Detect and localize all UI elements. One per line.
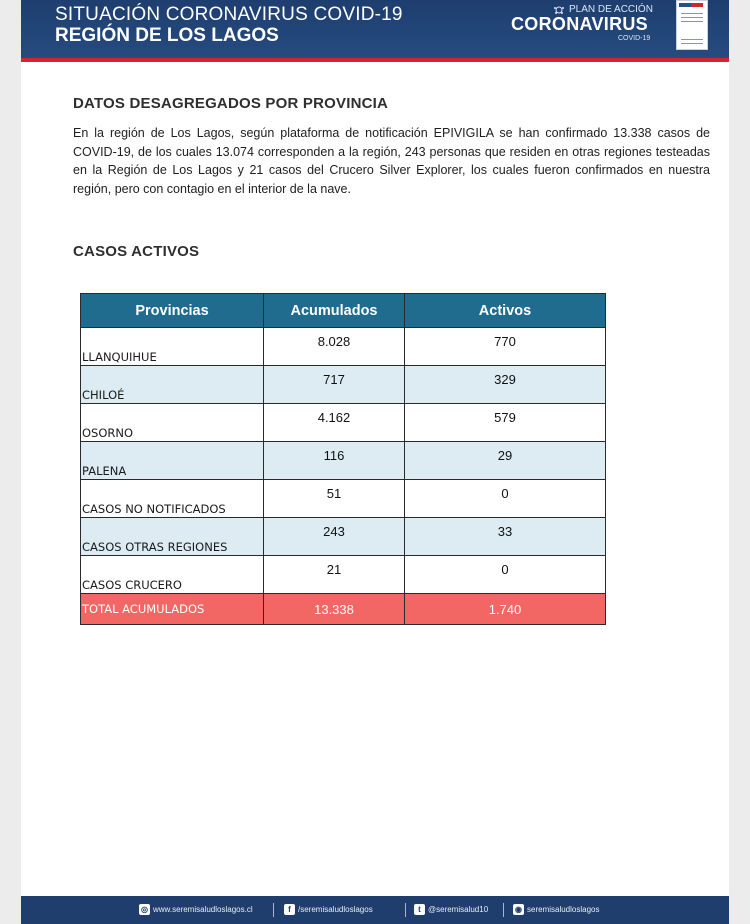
table-total-row <box>81 594 606 625</box>
table-row <box>81 328 606 366</box>
row-name: CHILOÉ <box>81 366 264 404</box>
header-banner <box>21 0 729 58</box>
footer-divider <box>273 903 274 917</box>
row-activos: 0 <box>405 480 606 518</box>
footer-divider <box>503 903 504 917</box>
table-row <box>81 480 606 518</box>
section-title-provincias: DATOS DESAGREGADOS POR PROVINCIA <box>73 95 389 112</box>
row-name: PALENA <box>81 442 264 480</box>
row-name: OSORNO <box>81 404 264 442</box>
row-name: LLANQUIHUE <box>81 328 264 366</box>
row-acumulados: 116 <box>264 442 405 480</box>
table-header-row <box>81 294 606 328</box>
row-activos: 579 <box>405 404 606 442</box>
coronavirus-logo-text: CORONAVIRUS <box>511 14 648 34</box>
row-acumulados: 8.028 <box>264 328 405 366</box>
header-acumulados: Acumulados <box>264 294 405 328</box>
total-name: TOTAL ACUMULADOS <box>81 594 264 625</box>
row-activos: 0 <box>405 556 606 594</box>
row-acumulados: 717 <box>264 366 405 404</box>
table-row <box>81 442 606 480</box>
footer-bar <box>21 896 729 924</box>
section-title-casos-activos: CASOS ACTIVOS <box>73 243 200 260</box>
document-page <box>21 0 729 924</box>
logo-top-text: PLAN DE ACCIÓN <box>569 4 653 15</box>
row-acumulados: 4.162 <box>264 404 405 442</box>
footer-instagram[interactable] <box>513 904 599 915</box>
footer-twitter-text: @seremisalud10 <box>428 905 489 914</box>
row-acumulados: 51 <box>264 480 405 518</box>
globe-icon: ◎ <box>139 904 150 915</box>
instagram-icon: ◉ <box>513 904 524 915</box>
row-activos: 770 <box>405 328 606 366</box>
row-acumulados: 243 <box>264 518 405 556</box>
virus-icon <box>553 5 565 15</box>
twitter-icon: t <box>414 904 425 915</box>
footer-web-text: www.seremisaludloslagos.cl <box>153 905 253 914</box>
header-activos: Activos <box>405 294 606 328</box>
cases-table <box>80 293 606 625</box>
row-activos: 329 <box>405 366 606 404</box>
footer-twitter[interactable] <box>414 904 488 915</box>
total-activos: 1.740 <box>405 594 606 625</box>
total-acumulados: 13.338 <box>264 594 405 625</box>
row-acumulados: 21 <box>264 556 405 594</box>
footer-facebook[interactable] <box>284 904 373 915</box>
government-logo <box>676 0 708 50</box>
summary-paragraph: En la región de Los Lagos, según plataforma de notificación EPIVIGILA se han confirmado 13.338 casos de COVID-19, de los cuales 13.074 corresponden a la región, 243 personas que residen en otras regiones testeadas en la Región de Los Lagos y 21 casos del Crucero Silver Explorer, los cuales fueron confirmados en nuestra región, pero con contagio en el interior de la nave. <box>73 126 710 196</box>
table-row <box>81 404 606 442</box>
facebook-icon: f <box>284 904 295 915</box>
footer-instagram-text: seremisaludloslagos <box>527 905 600 914</box>
header-red-stripe <box>21 58 729 62</box>
row-activos: 29 <box>405 442 606 480</box>
table-row <box>81 518 606 556</box>
table-row <box>81 366 606 404</box>
row-name: CASOS OTRAS REGIONES <box>81 518 264 556</box>
header-title-line1: SITUACIÓN CORONAVIRUS COVID-19 <box>55 4 403 25</box>
header-title-line2: REGIÓN DE LOS LAGOS <box>55 25 279 46</box>
footer-divider <box>405 903 406 917</box>
table-row <box>81 556 606 594</box>
row-name: CASOS CRUCERO <box>81 556 264 594</box>
footer-facebook-text: /seremisaludloslagos <box>298 905 373 914</box>
logo-subtext: COVID-19 <box>618 35 651 42</box>
row-activos: 33 <box>405 518 606 556</box>
header-provincias: Provincias <box>81 294 264 328</box>
row-name: CASOS NO NOTIFICADOS <box>81 480 264 518</box>
footer-web[interactable] <box>139 904 253 915</box>
